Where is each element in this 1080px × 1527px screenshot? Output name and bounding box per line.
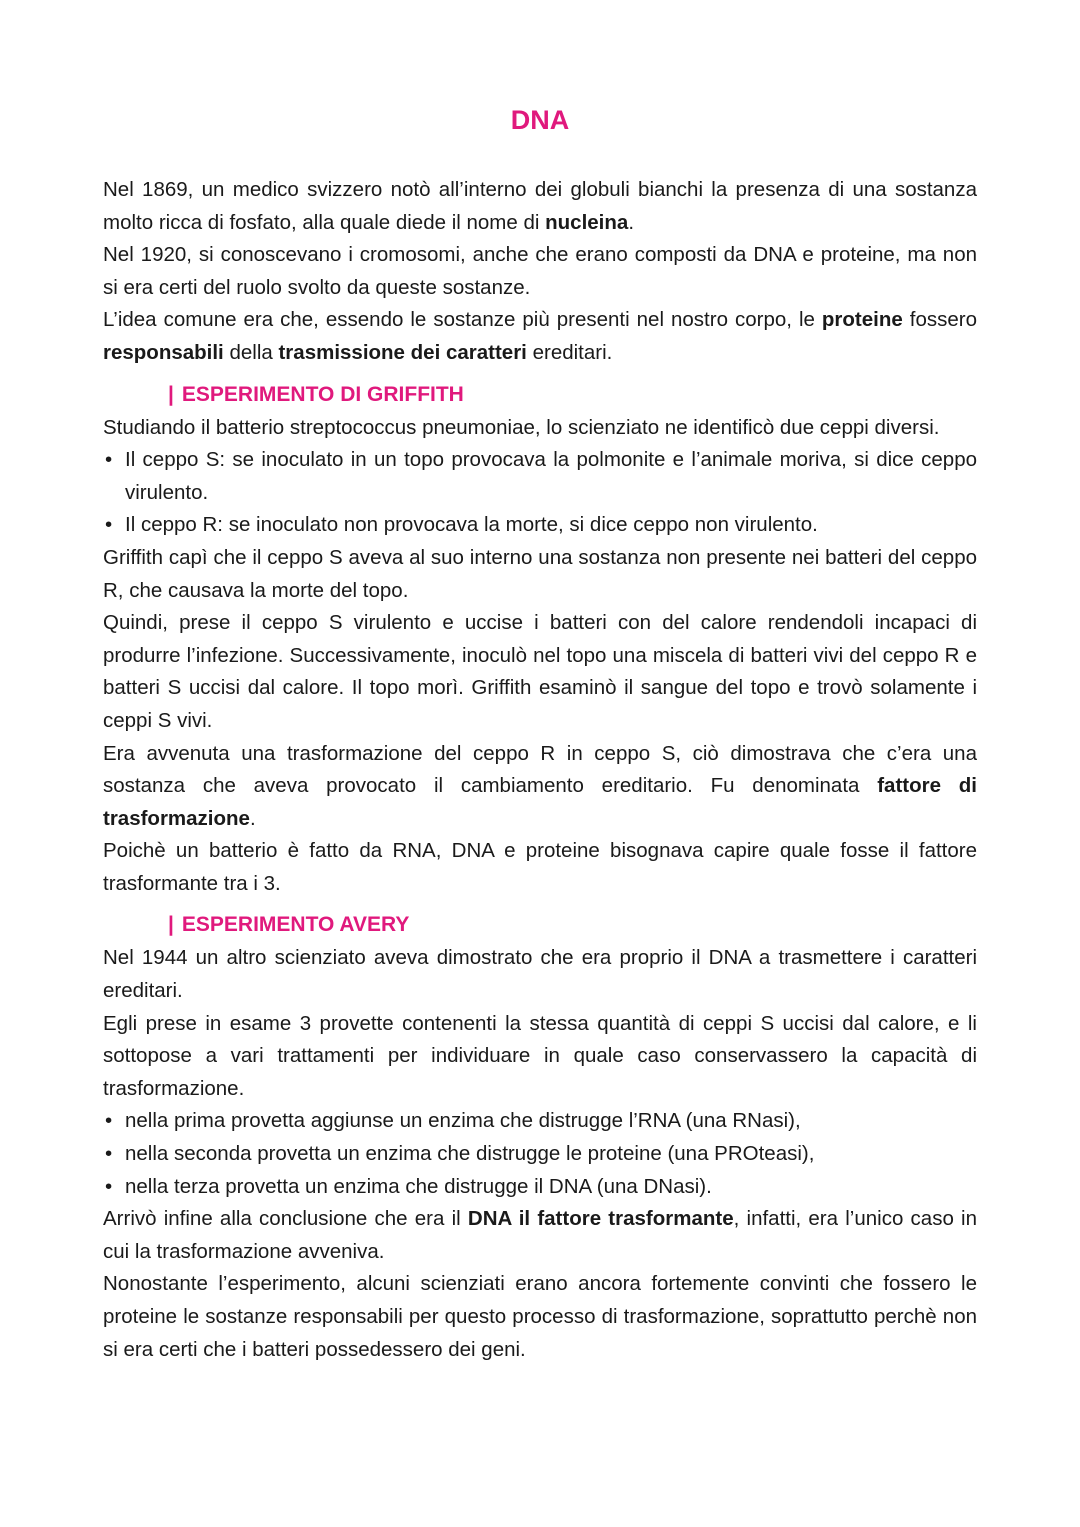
intro-paragraph-2: Nel 1920, si conoscevano i cromosomi, anche che erano composti da DNA e proteine, ma non si era certi del ruolo svolto da queste sostanze. — [103, 243, 977, 299]
list-item-text: nella prima provetta aggiunse un enzima che distrugge l’RNA (una RNasi), — [125, 1109, 801, 1133]
avery-p3-bold-dna: DNA il fattore trasformante — [467, 1207, 734, 1231]
griffith-bullet-list — [103, 444, 977, 542]
heading-text: ESPERIMENTO DI GRIFFITH — [181, 382, 464, 406]
heading-bar: | — [168, 382, 174, 406]
intro-p3-bold-proteine: proteine — [821, 308, 903, 332]
griffith-paragraph-4 — [103, 738, 977, 836]
document-page — [103, 100, 977, 1366]
list-item-text: Il ceppo R: se inoculato non provocava la morte, si dice ceppo non virulento. — [125, 513, 818, 537]
avery-p3-text: Arrivò infine alla conclusione che era il — [103, 1207, 468, 1231]
avery-paragraph-4: Nonostante l’esperimento, alcuni scienziati erano ancora fortemente convinti che fossero le proteine le sostanze responsabili per questo processo di trasformazione, soprattutto perchè non si era certi che i batteri possedessero dei geni. — [103, 1272, 977, 1361]
intro-p1-end: . — [628, 210, 635, 234]
intro-paragraph-3 — [103, 304, 977, 369]
avery-paragraph-3 — [103, 1203, 977, 1268]
bullet-icon: • — [105, 1109, 113, 1133]
griffith-p4-bold-fattore: fattore di trasformazione — [103, 774, 977, 830]
bullet-icon: • — [105, 1142, 113, 1166]
document-title: DNA — [510, 105, 570, 135]
griffith-paragraph-2: Griffith capì che il ceppo S aveva al suo interno una sostanza non presente nei batteri del ceppo R, che causava la morte del topo. — [103, 545, 977, 602]
intro-paragraph-1 — [103, 174, 977, 239]
avery-paragraph-1: Nel 1944 un altro scienziato aveva dimostrato che era proprio il DNA a trasmettere i caratteri ereditari. — [103, 946, 977, 1003]
heading-bar: | — [168, 913, 174, 937]
list-item-text: Il ceppo S: se inoculato in un topo provocava la polmonite e l’animale moriva, si dice ceppo virulento. — [125, 448, 977, 504]
list-item-text: nella terza provetta un enzima che distrugge il DNA (una DNasi). — [125, 1174, 712, 1198]
list-item — [103, 444, 977, 509]
intro-p3-bold-responsabili: responsabili — [103, 340, 224, 364]
heading-text: ESPERIMENTO AVERY — [181, 913, 410, 937]
griffith-paragraph-3: Quindi, prese il ceppo S virulento e uccise i batteri con del calore rendendoli incapaci di produrre l’infezione. Successivamente, inoculò nel topo una miscela di batteri vivi del ceppo R e batteri S uccisi dal calore. Il topo morì. Griffith esaminò il sangue del topo e trovò solamente i ceppi S vivi. — [103, 611, 977, 732]
intro-p3-text-a: L’idea comune era che, essendo le sostanze più presenti nel nostro corpo, le — [103, 308, 822, 332]
avery-paragraph-2: Egli prese in esame 3 provette contenenti la stessa quantità di ceppi S uccisi dal calore, e li sottopose a vari trattamenti per individuare in quale caso conservassero la capacità di trasformazione. — [103, 1011, 977, 1100]
intro-p3-text-e: della — [223, 340, 279, 364]
intro-p1-text: Nel 1869, un medico svizzero notò all’interno dei globuli bianchi la presenza di una sostanza molto ricca di fosfato, alla quale diede il nome di — [103, 178, 977, 234]
section-heading-griffith — [168, 378, 977, 412]
griffith-p4-end: . — [249, 806, 256, 830]
intro-p3-text-c: fossero — [902, 308, 978, 332]
intro-p3-bold-trasmissione: trasmissione dei caratteri — [278, 340, 527, 364]
intro-p1-bold-nucleina: nucleina — [545, 210, 629, 234]
section-heading-avery — [168, 908, 977, 942]
list-item-text: nella seconda provetta un enzima che distrugge le proteine (una PROteasi), — [125, 1142, 815, 1166]
bullet-icon: • — [105, 513, 113, 537]
list-item — [103, 509, 977, 542]
list-item — [103, 1171, 977, 1204]
avery-bullet-list — [103, 1105, 977, 1203]
griffith-paragraph-5: Poichè un batterio è fatto da RNA, DNA e proteine bisognava capire quale fosse il fattore trasformante tra i 3. — [103, 839, 977, 895]
list-item — [103, 1138, 977, 1171]
bullet-icon: • — [105, 448, 113, 472]
griffith-paragraph-1: Studiando il batterio streptococcus pneumoniae, lo scienziato ne identificò due ceppi diversi. — [103, 415, 940, 439]
avery-p3-end: , infatti, era l’unico caso in cui la trasformazione avveniva. — [103, 1207, 977, 1263]
list-item — [103, 1105, 977, 1138]
intro-p3-text-g: ereditari. — [526, 340, 613, 364]
griffith-p4-text: Era avvenuta una trasformazione del ceppo R in ceppo S, ciò dimostrava che c’era una sostanza che aveva provocato il cambiamento ereditario. Fu denominata — [103, 741, 977, 798]
bullet-icon: • — [105, 1174, 113, 1198]
